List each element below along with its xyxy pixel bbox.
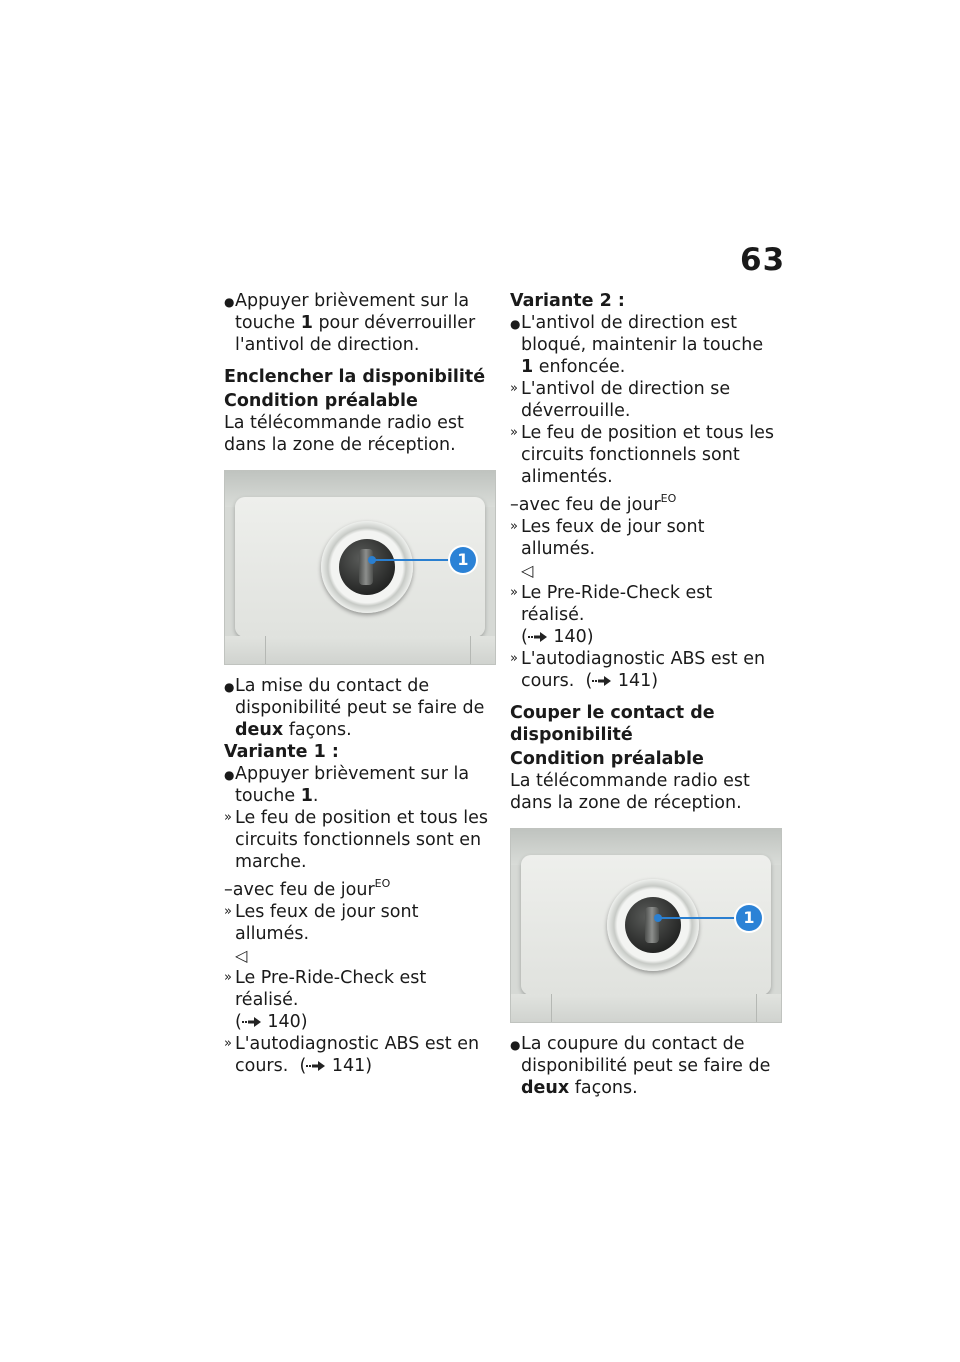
page-reference-icon <box>242 1016 262 1028</box>
arrow-icon: » <box>510 585 518 600</box>
callout-badge: 1 <box>736 905 762 931</box>
ignition-button-figure <box>224 470 496 665</box>
result-item: » L'autodiagnostic ABS est en cours. ( 141) <box>510 649 766 691</box>
condition-line: –avec feu de jour$^{EO}$ <box>224 877 391 900</box>
list-item: ● La mise du contact de disponibilité peut se faire de deux façons. <box>224 676 485 740</box>
arrow-icon: » <box>224 1036 232 1051</box>
switch-ring <box>321 521 413 613</box>
ignition-button-figure <box>510 828 782 1023</box>
result-item: » Les feux de jour sont allumés. <box>224 902 419 944</box>
result-item: » L'autodiagnostic ABS est en cours. ( 141) <box>224 1034 480 1076</box>
bullet-icon: ● <box>224 768 235 782</box>
section-heading: Enclencher la disponibilité <box>224 367 486 387</box>
result-item: » Le feu de position et tous les circuits fonctionnels sont en marche. <box>224 808 488 872</box>
end-triangle-icon: ◁ <box>235 946 248 965</box>
condition-line: –avec feu de jour$^{EO}$ <box>510 492 677 515</box>
paragraph: La télécommande radio est dans la zone de réception. <box>224 413 464 455</box>
page-reference[interactable]: 141) <box>617 671 659 691</box>
switch-ring <box>607 879 699 971</box>
left-column <box>224 290 494 1077</box>
bullet-icon: ● <box>510 1038 521 1052</box>
bullet-icon: ● <box>224 295 235 309</box>
subheading: Condition préalable <box>224 391 418 411</box>
variant-heading: Variante 1 : <box>224 742 339 762</box>
result-item: » L'antivol de direction se déverrouille. <box>510 379 731 421</box>
callout-badge: 1 <box>450 547 476 573</box>
variant-heading: Variante 2 : <box>510 291 625 311</box>
bullet-icon: ● <box>224 680 235 694</box>
arrow-icon: » <box>510 425 518 440</box>
list-item: ● Appuyer brièvement sur la touche 1. <box>224 764 470 806</box>
end-triangle-icon: ◁ <box>521 561 534 580</box>
bullet-icon: ● <box>510 317 521 331</box>
list-item: ● L'antivol de direction est bloqué, maintenir la touche 1 enfoncée. <box>510 313 764 377</box>
arrow-icon: » <box>510 519 518 534</box>
page-reference[interactable]: 141) <box>331 1056 373 1076</box>
list-item: ● Appuyer brièvement sur la touche 1 pour déverrouiller l'antivol de direction. <box>224 291 476 355</box>
page-reference[interactable]: 140) <box>267 1012 308 1032</box>
page-reference-icon <box>528 631 548 643</box>
result-item: » Les feux de jour sont allumés. <box>510 517 705 559</box>
page-reference-icon <box>306 1060 326 1072</box>
result-item: » Le feu de position et tous les circuits fonctionnels sont alimentés. <box>510 423 774 487</box>
page-number: 63 <box>740 242 786 278</box>
list-item: ● La coupure du contact de disponibilité peut se faire de deux façons. <box>510 1034 771 1098</box>
arrow-icon: » <box>510 381 518 396</box>
arrow-icon: » <box>224 810 232 825</box>
right-column <box>510 290 780 1099</box>
subheading: Condition préalable <box>510 749 704 769</box>
result-item: » Le Pre-Ride-Check est réalisé. ( 140) <box>510 583 713 647</box>
result-item: » Le Pre-Ride-Check est réalisé. ( 140) <box>224 968 427 1032</box>
ignition-knob <box>625 897 681 953</box>
arrow-icon: » <box>224 904 232 919</box>
paragraph: La télécommande radio est dans la zone de réception. <box>510 771 750 813</box>
arrow-icon: » <box>510 651 518 666</box>
arrow-icon: » <box>224 970 232 985</box>
page-reference-icon <box>592 675 612 687</box>
page-reference[interactable]: 140) <box>553 627 594 647</box>
ignition-knob <box>339 539 395 595</box>
section-heading: Couper le contact de disponibilité <box>510 703 715 745</box>
